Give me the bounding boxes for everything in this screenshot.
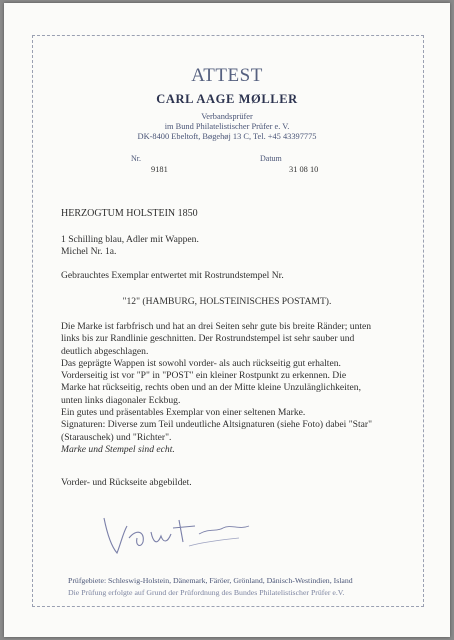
paragraph-line: Die Marke ist farbfrisch und hat an drei Seiten sehr gute bis breite Ränder; unten (61, 321, 372, 332)
signature-image (99, 498, 259, 560)
datum-label: Datum (260, 154, 282, 163)
certificate-title: ATTEST (191, 65, 263, 86)
certificate-number: 9181 (151, 165, 168, 174)
examination-rules: Die Prüfung erfolgte auf Grund der Prüfordnung des Bundes Philatelistischer Prüfer e.V. (68, 588, 345, 597)
examiner-role: Verbandsprüfer (201, 112, 253, 121)
examination-areas: Prüfgebiete: Schleswig-Holstein, Dänemark, Färöer, Grönland, Dänisch-Westindien, Island (68, 576, 353, 585)
paragraph-line: Marke hat rückseitig, rechts oben und an der Mitte kleine Unzulänglichkeiten, (61, 382, 361, 394)
examiner-address: DK-8400 Ebeltoft, Bøgehøj 13 C, Tel. +45 43397775 (137, 132, 317, 141)
certificate-date: 31 08 10 (289, 165, 319, 174)
paragraph-line: links bis zur Randlinie geschnitten. Der Rostrundstempel ist sehr sauber und (61, 333, 355, 345)
paragraph-line: unten links diagonaler Eckbug. (61, 394, 181, 406)
cancellation-line: "12" (HAMBURG, HOLSTEINISCHES POSTAMT). (122, 296, 332, 307)
paragraph-line: Ein gutes und präsentables Exemplar von einer seltenen Marke. (61, 407, 306, 419)
paragraph-line: (Starauschek) und "Richter". (61, 431, 172, 443)
certificate-sheet (4, 3, 450, 637)
michel-number: Michel Nr. 1a. (61, 246, 117, 257)
examiner-name: CARL AAGE MØLLER (156, 92, 298, 106)
stamp-description: 1 Schilling blau, Adler mit Wappen. (61, 234, 199, 245)
condition-line: Gebrauchtes Exemplar entwertet mit Rostrundstempel Nr. (61, 270, 284, 281)
nr-label: Nr. (131, 154, 141, 163)
paragraph-line: Das geprägte Wappen ist sowohl vorder- als auch rückseitig gut erhalten. (61, 357, 341, 369)
stamp-heading: HERZOGTUM HOLSTEIN 1850 (61, 208, 198, 219)
closing-line: Vorder- und Rückseite abgebildet. (61, 477, 192, 488)
examiner-association: im Bund Philatelistischer Prüfer e. V. (164, 122, 290, 131)
authenticity-statement: Marke und Stempel sind echt. (61, 443, 175, 455)
paragraph-line: Signaturen: Diverse zum Teil undeutliche Altsignaturen (siehe Foto) dabei "Star" (61, 419, 372, 431)
assessment-paragraph (61, 321, 411, 456)
paragraph-line: Vorderseitig ist vor "P" in "POST" ein kleiner Rostpunkt zu erkennen. Die (61, 370, 347, 382)
paragraph-line: deutlich abgeschlagen. (61, 345, 149, 357)
